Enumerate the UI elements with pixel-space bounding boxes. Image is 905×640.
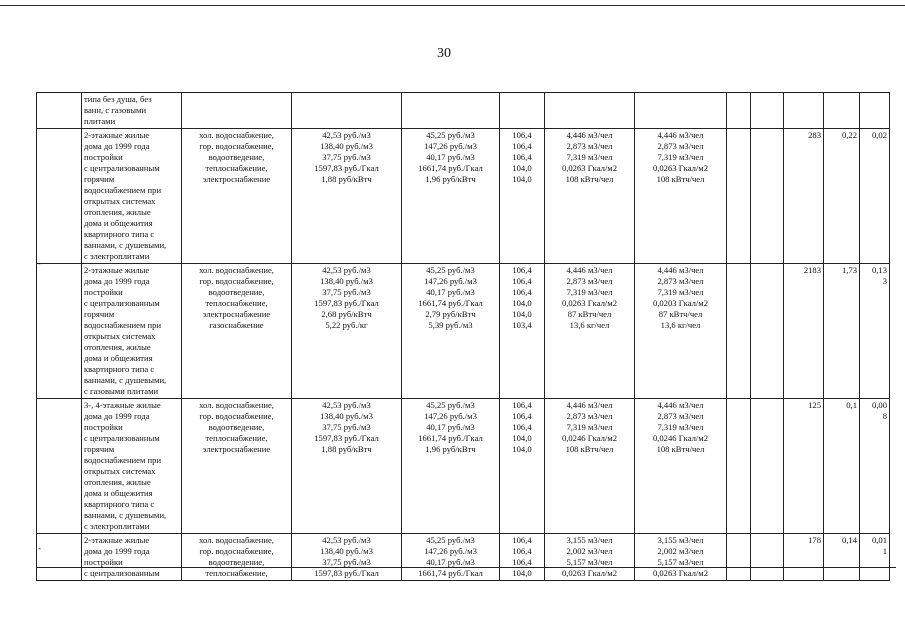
cell-v4 — [824, 93, 860, 129]
table-row — [37, 264, 890, 399]
cell-number — [37, 93, 82, 129]
cell-services: хол. водоснабжение, гор. водоснабжение, водоотведение, теплоснабжение, — [182, 534, 292, 581]
cell-v3: 125 — [784, 399, 824, 534]
cell-v2 — [751, 399, 784, 534]
cell-new-tariff — [402, 93, 500, 129]
cell-v2 — [751, 93, 784, 129]
cell-v4: 1,73 — [824, 264, 860, 399]
margin-mark: - — [38, 258, 41, 268]
cell-v4: 0,14 — [824, 534, 860, 581]
cell-base-tariff — [292, 93, 402, 129]
cell-desc: 2-этажные жилые дома до 1999 года постройки с централизованным горячим водоснабжением при открытых системах отопления, жилые дома и общежития квартирного типа с ваннами, с душевыми, с электроплитами — [82, 129, 182, 264]
cell-v1 — [727, 129, 751, 264]
cell-norm-old: 4,446 м3/чел 2,873 м3/чел 7,319 м3/чел 0,0263 Гкал/м2 87 кВтч/чел 13,6 кг/чел — [545, 264, 635, 399]
cell-v5 — [860, 93, 890, 129]
cell-norm-new: 4,446 м3/чел 2,873 м3/чел 7,319 м3/чел 0,0203 Гкал/м2 87 кВтч/чел 13,6 кг/чел — [635, 264, 727, 399]
cell-v4: 0,1 — [824, 399, 860, 534]
cell-v5: 0,13 3 — [860, 264, 890, 399]
cell-v1 — [727, 93, 751, 129]
cell-index: 106,4 106,4 106,4 104,0 104,0 — [500, 129, 545, 264]
page-number: 30 — [437, 46, 451, 61]
cell-norm-old: 4,446 м3/чел 2,873 м3/чел 7,319 м3/чел 0,0246 Гкал/м2 108 кВтч/чел — [545, 399, 635, 534]
cell-new-tariff: 45,25 руб./м3 147,26 руб./м3 40,17 руб./м3 1661,74 руб./Гкал 1,96 руб/кВтч — [402, 399, 500, 534]
cell-services: хол. водоснабжение, гор. водоснабжение, водоотведение, теплоснабжение, электроснабжение газоснабжение — [182, 264, 292, 399]
cell-norm-new — [635, 93, 727, 129]
cell-v3: 283 — [784, 129, 824, 264]
cell-new-tariff: 45,25 руб./м3 147,26 руб./м3 40,17 руб./м3 1661,74 руб./Гкал — [402, 534, 500, 581]
cell-number — [37, 399, 82, 534]
cell-desc: типа без душа, без ванн, с газовыми плитами — [82, 93, 182, 129]
cell-v1 — [727, 534, 751, 581]
cell-v5: 0,00 8 — [860, 399, 890, 534]
cell-new-tariff: 45,25 руб./м3 147,26 руб./м3 40,17 руб./м3 1661,74 руб./Гкал 1,96 руб/кВтч — [402, 129, 500, 264]
cell-v2 — [751, 264, 784, 399]
tariff-table — [36, 92, 890, 581]
cell-number — [37, 534, 82, 581]
cell-base-tariff: 42,53 руб./м3 138,40 руб./м3 37,75 руб./м3 1597,83 руб./Гкал — [292, 534, 402, 581]
cell-services — [182, 93, 292, 129]
table-row — [37, 129, 890, 264]
cell-v1 — [727, 264, 751, 399]
cell-v3: 2183 — [784, 264, 824, 399]
cell-number — [37, 264, 82, 399]
cell-v5: 0,02 — [860, 129, 890, 264]
cell-norm-new: 3,155 м3/чел 2,002 м3/чел 5,157 м3/чел 0,0263 Гкал/м2 — [635, 534, 727, 581]
cell-index: 106,4 106,4 106,4 104,0 104,0 103,4 — [500, 264, 545, 399]
cell-norm-new: 4,446 м3/чел 2,873 м3/чел 7,319 м3/чел 0,0246 Гкал/м2 108 кВтч/чел — [635, 399, 727, 534]
cell-desc: 3-, 4-этажные жилые дома до 1999 года постройки с централизованным горячим водоснабжением при открытых системах отопления, жилые дома и общежития квартирного типа с ваннами, с душевыми, с электроплитами — [82, 399, 182, 534]
cell-index: 106,4 106,4 106,4 104,0 104,0 — [500, 399, 545, 534]
cell-base-tariff: 42,53 руб./м3 138,40 руб./м3 37,75 руб./м3 1597,83 руб./Гкал 1,88 руб/кВтч — [292, 129, 402, 264]
cell-base-tariff: 42,53 руб./м3 138,40 руб./м3 37,75 руб./м3 1597,83 руб./Гкал 2,68 руб/кВтч 5,22 руб./кг — [292, 264, 402, 399]
bottom-rule — [36, 567, 896, 568]
cell-number — [37, 129, 82, 264]
cell-v3 — [784, 93, 824, 129]
top-rule — [0, 5, 905, 6]
cell-norm-new: 4,446 м3/чел 2,873 м3/чел 7,319 м3/чел 0,0263 Гкал/м2 108 кВтч/чел — [635, 129, 727, 264]
cell-desc: 2-этажные жилые дома до 1999 года постройки с централизованным — [82, 534, 182, 581]
cell-v4: 0,22 — [824, 129, 860, 264]
cell-v5: 0,01 1 — [860, 534, 890, 581]
cell-index: 106,4 106,4 106,4 104,0 — [500, 534, 545, 581]
cell-norm-old — [545, 93, 635, 129]
margin-mark: - — [38, 543, 41, 553]
cell-v2 — [751, 534, 784, 581]
cell-v1 — [727, 399, 751, 534]
cell-services: хол. водоснабжение, гор. водоснабжение, водоотведение, теплоснабжение, электроснабжение — [182, 129, 292, 264]
table-row — [37, 534, 890, 581]
cell-norm-old: 3,155 м3/чел 2,002 м3/чел 5,157 м3/чел 0,0263 Гкал/м2 — [545, 534, 635, 581]
table-row — [37, 399, 890, 534]
cell-index — [500, 93, 545, 129]
cell-services: хол. водоснабжение, гор. водоснабжение, водоотведение, теплоснабжение, электроснабжение — [182, 399, 292, 534]
table-row — [37, 93, 890, 129]
cell-v3: 178 — [784, 534, 824, 581]
cell-desc: 2-этажные жилые дома до 1999 года постройки с централизованным горячим водоснабжением при открытых системах отопления, жилые дома и общежития квартирного типа с ваннами, с душевыми, с газовыми плитами — [82, 264, 182, 399]
cell-norm-old: 4,446 м3/чел 2,873 м3/чел 7,319 м3/чел 0,0263 Гкал/м2 108 кВтч/чел — [545, 129, 635, 264]
cell-base-tariff: 42,53 руб./м3 138,40 руб./м3 37,75 руб./м3 1597,83 руб./Гкал 1,88 руб/кВтч — [292, 399, 402, 534]
table-body — [37, 93, 890, 581]
cell-new-tariff: 45,25 руб./м3 147,26 руб./м3 40,17 руб./м3 1661,74 руб./Гкал 2,79 руб/кВтч 5,39 руб./м3 — [402, 264, 500, 399]
cell-v2 — [751, 129, 784, 264]
